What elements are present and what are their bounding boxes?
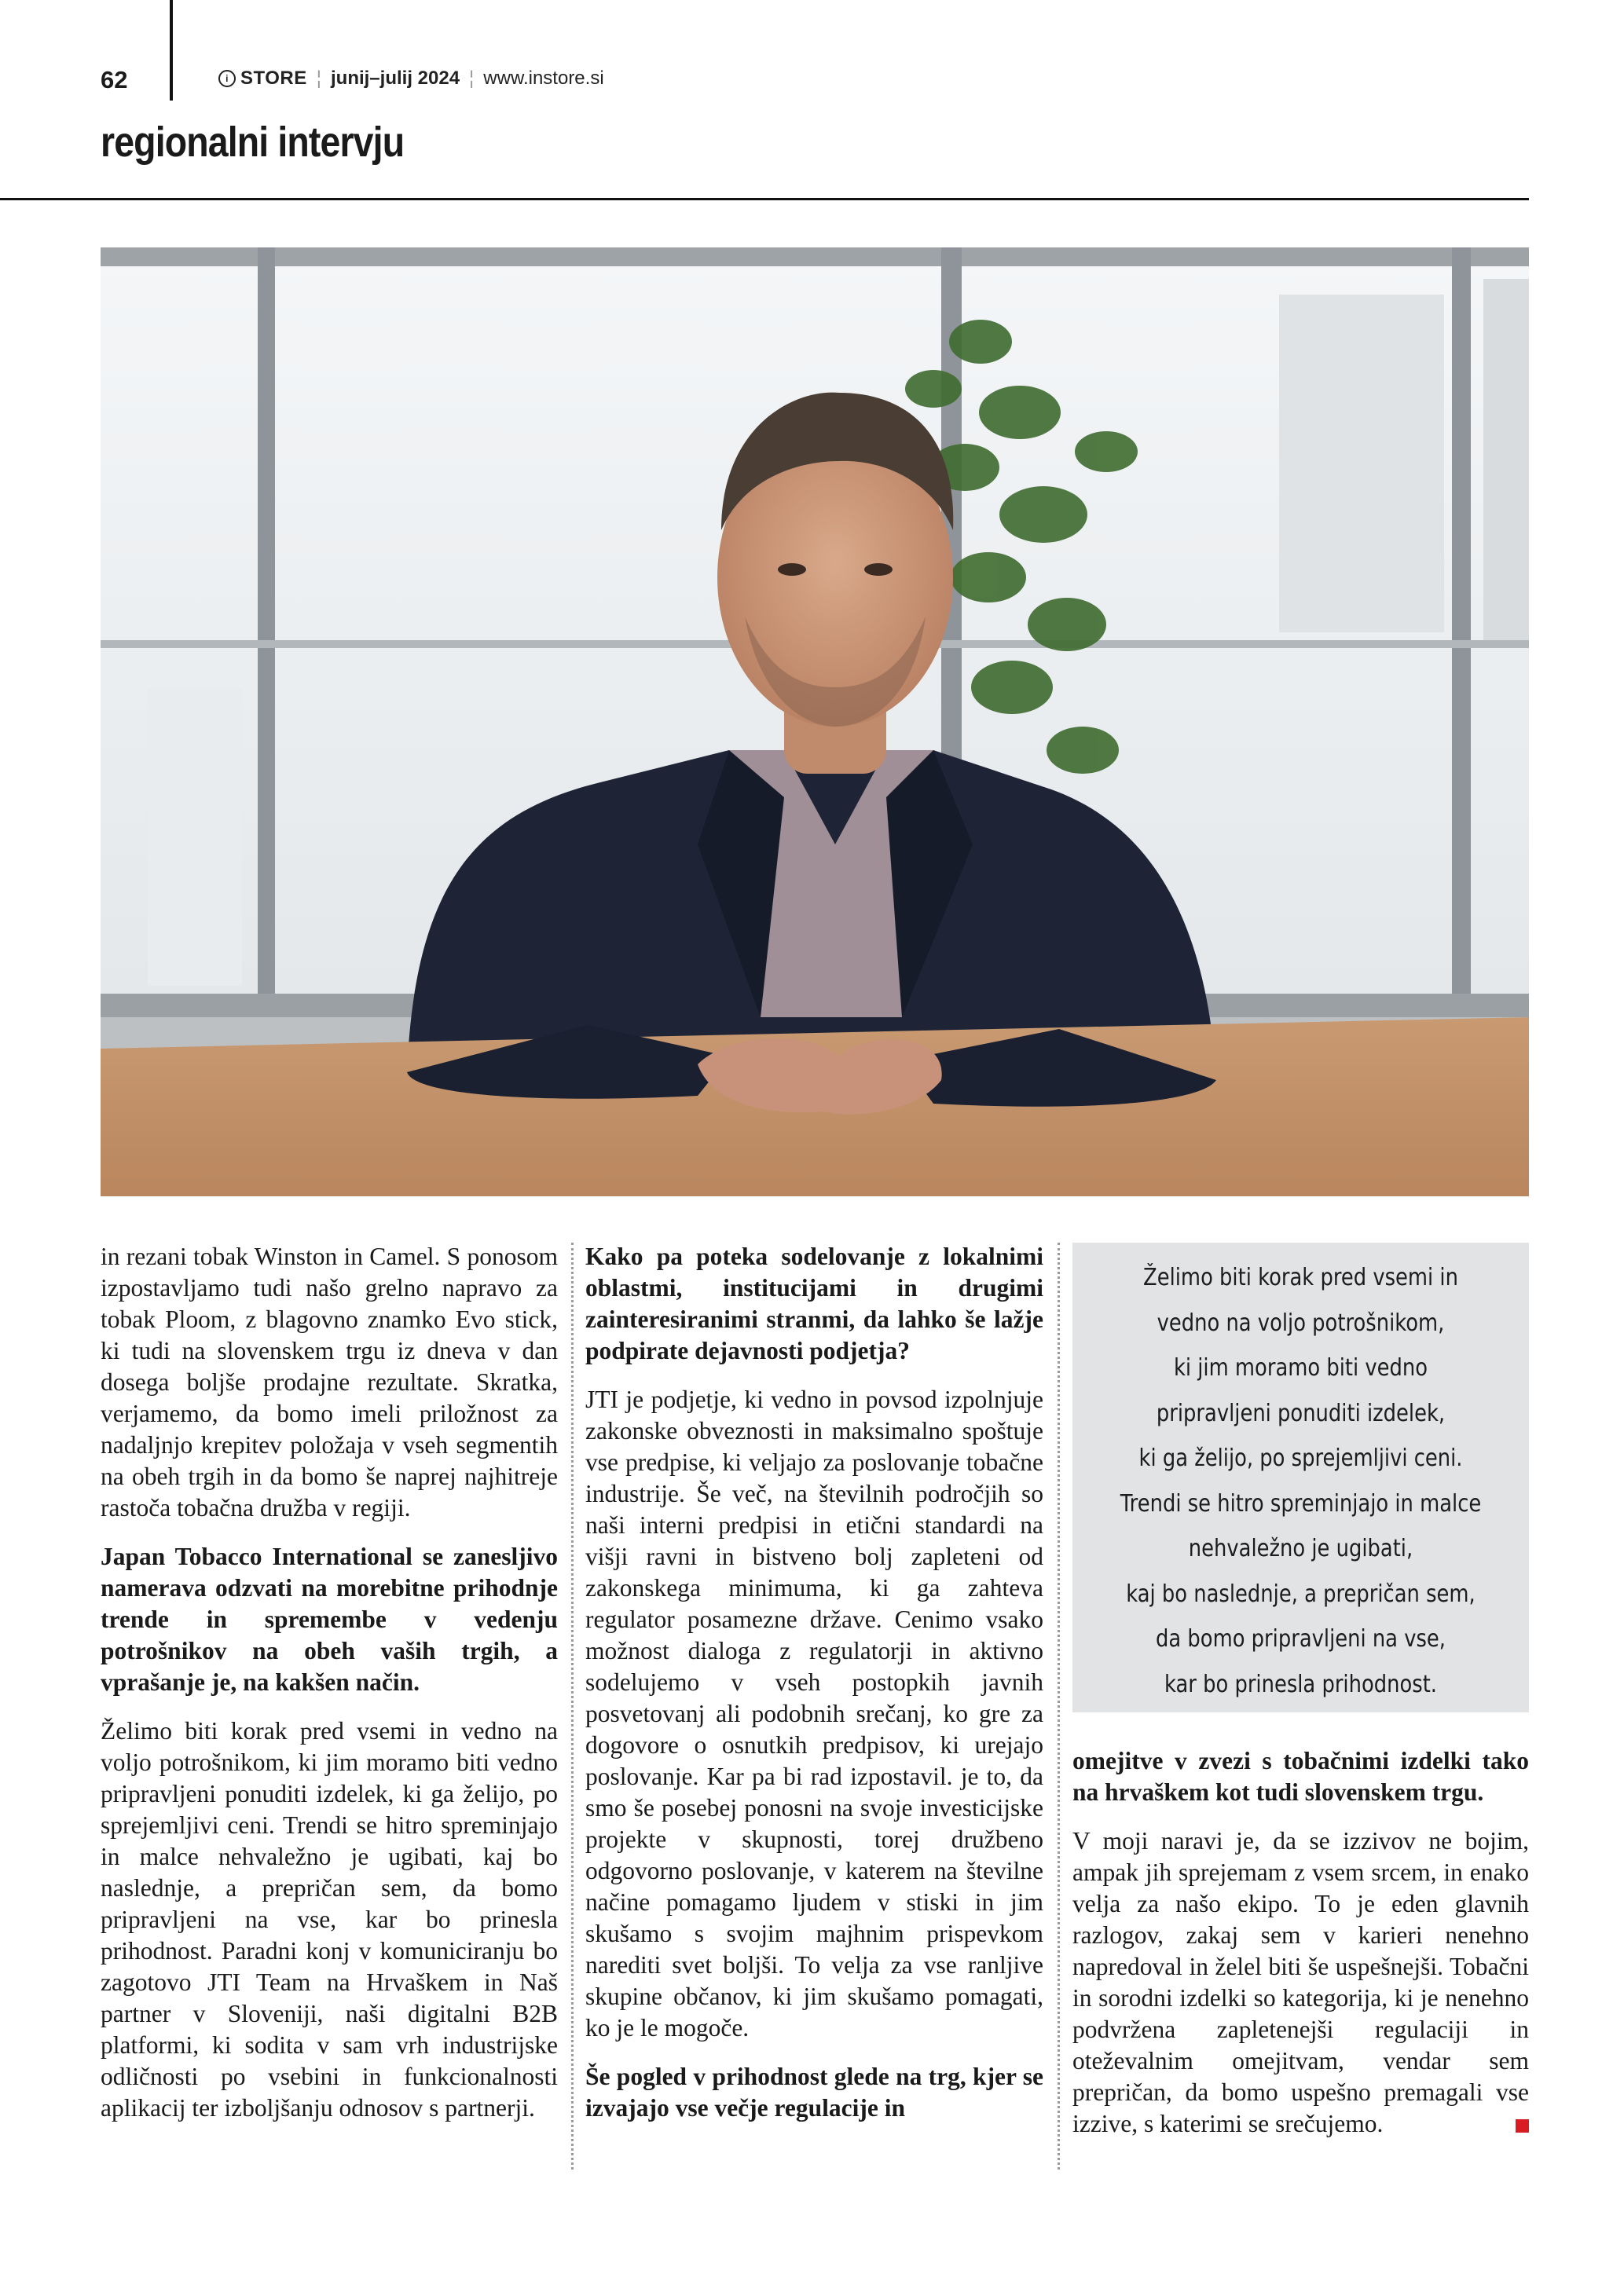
interview-question: Še pogled v prihodnost glede na trg, kjer se izvajajo vse večje regulacije in xyxy=(585,2063,1043,2122)
interview-question: Kako pa poteka sodelovanje z lokalnimi oblastmi, institucijami in drugimi zainteresiranimi stranmi, da lahko še lažje podpirate dejavnosti podjetja? xyxy=(585,1243,1043,1364)
logo-text: STORE xyxy=(240,68,307,89)
separator: ¦ xyxy=(469,68,475,89)
pull-quote-line: ki jim moramo biti vedno xyxy=(1173,1354,1428,1382)
pull-quote-line: Želimo biti korak pred vsemi in xyxy=(1143,1264,1458,1291)
article-column-2 xyxy=(585,1241,1043,2141)
pull-quote-line: ki ga želijo, po sprejemljivi ceni. xyxy=(1138,1445,1463,1472)
instore-logo-icon: i xyxy=(218,70,236,87)
pull-quote-line: nehvaležno je ugibati, xyxy=(1188,1535,1413,1562)
header-rule xyxy=(0,198,1529,200)
pull-quote-line: kar bo prinesla prihodnost. xyxy=(1164,1670,1438,1698)
end-of-article-icon xyxy=(1516,2119,1529,2133)
body-paragraph: in rezani tobak Winston in Camel. S ponosom izpostavljamo tudi našo grelno napravo za tobak Ploom, z blagovno znamko Evo stick, ki tudi na slovenskem trgu iz dneva v dan dosega boljše prodajne rezultate. Skratka, verjamemo, da bomo imeli priložnost za nadaljnjo krepitev položaja v vseh segmentih na obeh trgih in da bomo še naprej najhitreje rastoča tobačna družba v regiji. xyxy=(101,1243,558,1522)
site-url: www.instore.si xyxy=(483,68,604,89)
body-paragraph-text: V moji naravi je, da se izzivov ne bojim, ampak jih sprejemam z vsem srcem, in enako velja za našo ekipo. To je eden glavnih razlogov, zakaj sem v karieri nenehno napredoval in želel biti še uspešnejši. Tobačni in sorodni izdelki so kategorija, ki je nenehno podvržena zapletenejši regulaciji in oteževalnim omejitvam, vendar sem prepričan, da bomo uspešno premagali vse izzive, s katerimi se srečujemo. xyxy=(1072,1827,1529,2137)
interview-question: omejitve v zvezi s tobačnimi izdelki tako na hrvaškem kot tudi slovenskem trgu. xyxy=(1072,1747,1529,1806)
pull-quote-line: Trendi se hitro spreminjajo in malce xyxy=(1120,1489,1482,1518)
portrait-photo xyxy=(101,247,1529,1196)
column-separator xyxy=(571,1243,574,2170)
pull-quote-line: vedno na voljo potrošnikom, xyxy=(1157,1309,1445,1337)
pull-quote-line: pripravljeni ponuditi izdelek, xyxy=(1156,1399,1446,1427)
body-paragraph xyxy=(1072,1825,1529,2140)
issue-date: junij–julij 2024 xyxy=(330,68,460,89)
article-column-1 xyxy=(101,1241,558,2141)
page-number: 62 xyxy=(101,66,128,93)
pull-quote xyxy=(1072,1243,1529,1712)
portrait-illustration xyxy=(101,247,1529,1196)
interview-question: Japan Tobacco International se zanesljivo namerava odzvati na morebitne prihodnje trende in spremembe v vedenju potrošnikov na obeh vaših trgih, a vprašanje je, na kakšen način. xyxy=(101,1543,558,1696)
separator: ¦ xyxy=(316,68,321,89)
column-separator xyxy=(1058,1243,1060,2170)
pull-quote-line: da bomo pripravljeni na vse, xyxy=(1156,1625,1446,1653)
article-column-3 xyxy=(1072,1745,1529,2157)
store-logo xyxy=(218,68,307,90)
body-paragraph: JTI je podjetje, ki vedno in povsod izpolnjuje zakonske obveznosti in maksimalno spoštuje vse predpise, ki veljajo za poslovanje tobačne industrije. Še več, na številnih področjih so naši interni predpisi in etični standardi na višji ravni in bistveno bolj zapleteni od zakonskega minimuma, ki ga zahteva regulator posamezne države. Cenimo vsako možnost dialoga z regulatorji in aktivno sodelujemo v vseh postopkih javnih posvetovanj ali podobnih srečanj, ko gre za dogovore o osnutkih predpisov, ki urejajo poslovanje. Kar pa bi rad izpostavil. je to, da smo še posebej ponosni na svoje investicijske projekte v skupnosti, torej družbeno odgovorno poslovanje, v katerem na številne načine pomagamo ljudem v stiski in jim skušamo s svojim majhnim prispevkom narediti svet boljši. To velja za vse ranljive skupine občanov, ki jim skušamo pomagati, ko je le mogoče. xyxy=(585,1386,1043,2041)
body-paragraph: Želimo biti korak pred vsemi in vedno na voljo potrošnikom, ki jim moramo biti vedno pripravljeni ponuditi izdelek, ki ga želijo, po sprejemljivi ceni. Trendi se hitro spreminjajo in malce nehvaležno je ugibati, kaj bo naslednje, a prepričan sem, da bomo pripravljeni na vse, kar bo prinesla prihodnost. Paradni konj v komuniciranju bo zagotovo JTI Team na Hrvaškem in Naš partner v Sloveniji, naši digitalni B2B platformi, ki sodita v sam vrh industrijske odličnosti po vsebini in funkcionalnosti aplikacij ter izboljšanju odnosov s partnerji. xyxy=(101,1717,558,2122)
pull-quote-line: kaj bo naslednje, a prepričan sem, xyxy=(1126,1580,1476,1608)
header-vertical-rule xyxy=(170,0,173,101)
header-meta xyxy=(218,68,604,90)
section-title: regionalni intervju xyxy=(101,119,405,166)
